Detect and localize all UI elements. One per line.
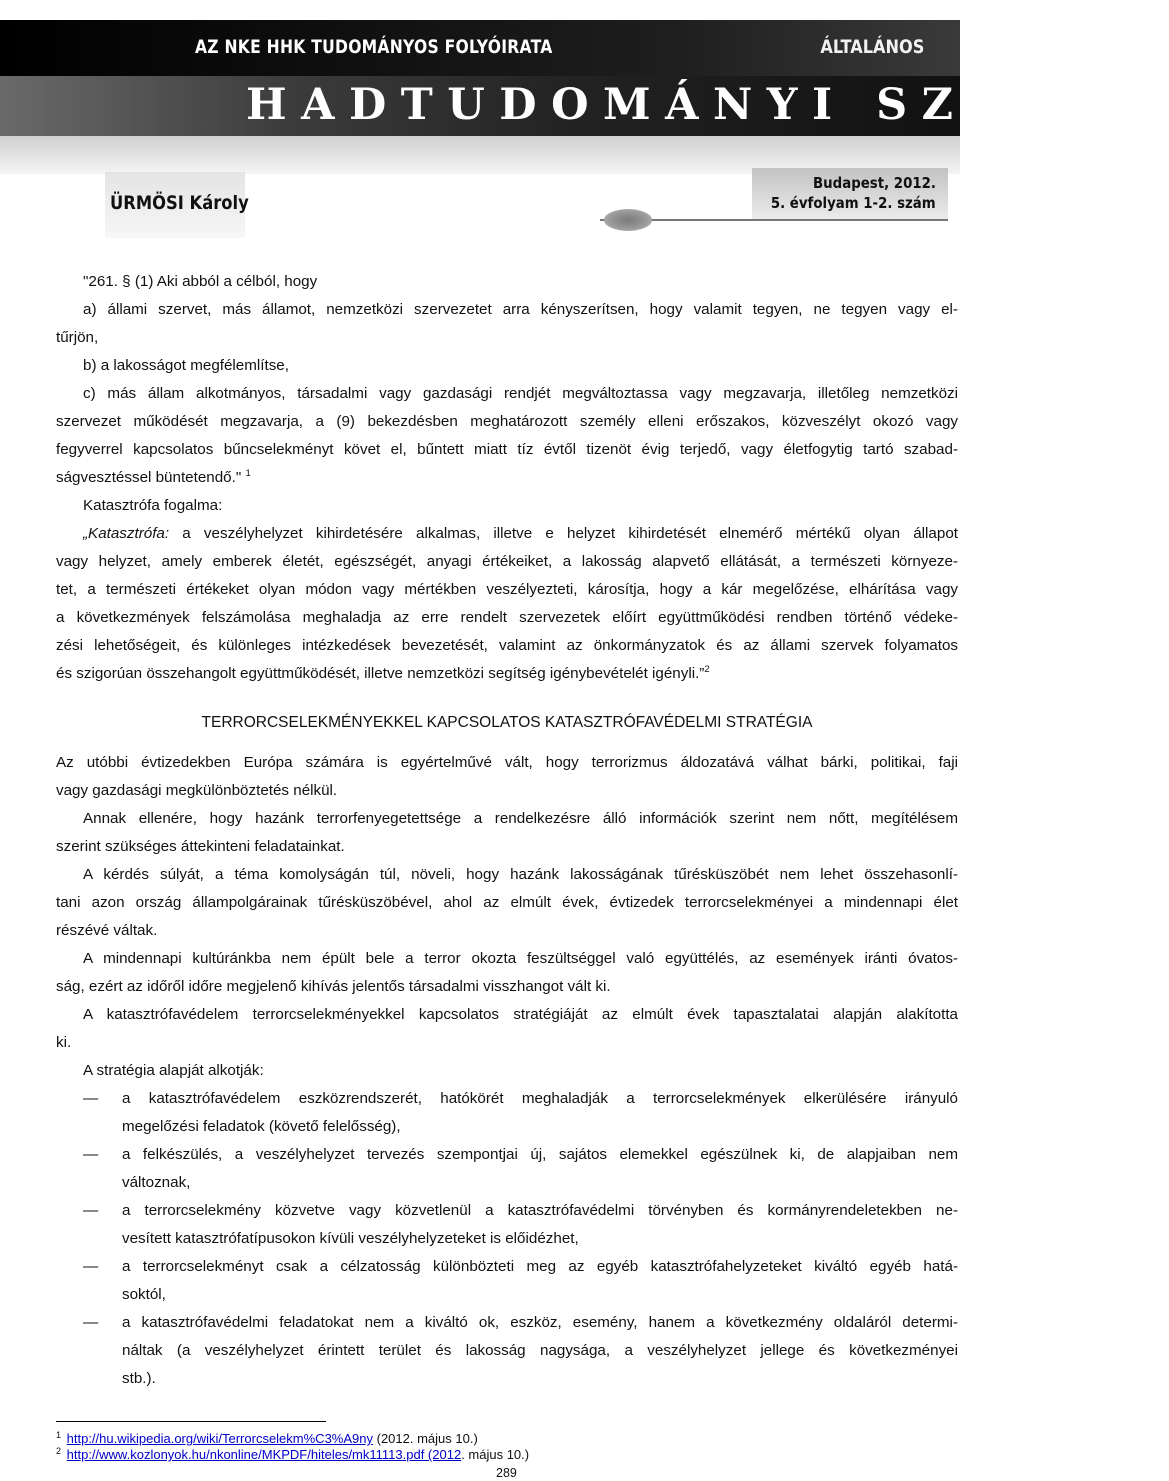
paragraph-line: ki.	[56, 1034, 72, 1051]
list-item-continuation: vesített katasztrófatípusokon kívüli veszélyhelyzeteket is előidézhet,	[122, 1230, 579, 1247]
quote-line: "261. § (1) Aki abból a célból, hogy	[83, 273, 318, 290]
definition-text: a veszélyhelyzet kihirdetésére alkalmas, illetve e helyzet kihirdetését elnemérő mértékű olyan állapot	[169, 525, 958, 542]
list-item-continuation: náltak (a veszélyhelyzet érintett terület és lakosság nagysága, a veszélyhelyzet jellege és következményei	[122, 1342, 958, 1359]
list-item-text: a terrorcselekményt csak a célzatosság különbözteti meg az egyéb katasztrófahelyzeteket kiváltó egyéb hatá-	[122, 1258, 958, 1275]
footnote-ref-1[interactable]: 1	[245, 467, 251, 479]
footnote-link[interactable]: http://www.kozlonyok.hu/nkonline/MKPDF/hiteles/mk11113.pdf (2012	[66, 1447, 462, 1462]
publication-issue: 5. évfolyam 1-2. szám	[771, 194, 936, 212]
definition-line: a következmények felszámolása meghaladja az erre rendelt szervezetek előírt együttműködési rendben történő védeke-	[56, 609, 958, 626]
quote-line: a) állami szervet, más államot, nemzetközi szervezetet arra kényszerítsen, hogy valamit tegyen, ne tegyen vagy el-	[83, 301, 958, 318]
section-label: ÁLTALÁNOS	[819, 36, 924, 58]
quote-line	[56, 469, 958, 487]
list-item-continuation: megelőzési feladatok (követő felelősség),	[122, 1118, 401, 1135]
definition-heading: Katasztrófa fogalma:	[83, 497, 223, 514]
dash-bullet: —	[83, 1258, 99, 1275]
definition-term: „Katasztrófa:	[83, 525, 170, 542]
definition-line: zési lehetőségeit, és különleges intézkedések bevezetését, valamint az önkormányzatok és az állami szervek folyamatos	[56, 637, 958, 654]
page-number: 289	[496, 1466, 517, 1480]
dash-bullet: —	[83, 1146, 99, 1163]
footnote-date: (2012. május 10.)	[373, 1431, 478, 1446]
list-item-continuation: stb.).	[122, 1370, 156, 1387]
footnote-ref-2[interactable]: 2	[704, 663, 710, 675]
list-item-continuation: változnak,	[122, 1174, 191, 1191]
footnote-separator	[56, 1421, 326, 1422]
quote-line: fegyverrel kapcsolatos bűncselekményt követ el, bűntett miatt tíz évtől tizenöt évig terjedő, vagy életfogytig tartó szabad-	[56, 441, 958, 458]
footnote-number: 2	[56, 1445, 62, 1456]
paragraph-line: vagy gazdasági megkülönböztetés nélkül.	[56, 782, 338, 799]
definition-line	[56, 525, 958, 543]
publication-place-year: Budapest, 2012.	[813, 174, 936, 192]
list-item-text: a felkészülés, a veszélyhelyzet tervezés szempontjai új, sajátos elemekkel egészülnek ki, de alapjaiban nem	[122, 1146, 958, 1163]
header-ellipse-decoration	[604, 209, 652, 231]
header-rule	[600, 219, 948, 221]
footnote-date: . május 10.)	[461, 1447, 530, 1462]
dash-bullet: —	[83, 1314, 99, 1331]
paragraph-line: Annak ellenére, hogy hazánk terrorfenyegetettsége a rendelkezésre álló információk szerint nem nőtt, megítélésem	[83, 810, 958, 827]
quote-line: c) más állam alkotmányos, társadalmi vagy gazdasági rendjét megváltoztassa vagy megzavarja, illetőleg nemzetközi	[83, 385, 958, 402]
list-item-text: a katasztrófavédelem eszközrendszerét, hatókörét meghaladják a terrorcselekmények elkerülésére irányuló	[122, 1090, 958, 1107]
paragraph-line: tani azon ország állampolgárainak tűrésküszöbével, ahol az elmúlt évek, évtizedek terrorcselekményei a mindennapi élet	[56, 894, 958, 911]
dash-bullet: —	[83, 1090, 99, 1107]
quote-line: b) a lakosságot megfélemlítse,	[83, 357, 289, 374]
footnote-2	[56, 1445, 530, 1462]
paragraph-line: ság, ezért az időről időre megjelenő kihívás jelentős társadalmi visszhangot vált ki.	[56, 978, 611, 995]
journal-title: HADTUDOMÁNYI SZEMLE	[246, 80, 1169, 130]
footnote-1	[56, 1429, 478, 1446]
definition-line: tet, a természeti értékeket olyan módon vagy mértékben veszélyezteti, károsítja, hogy a kár megelőzése, elhárítása vagy	[56, 581, 958, 598]
journal-header	[0, 0, 1169, 245]
definition-text: és szigorúan összehangolt együttműködését, illetve nemzetközi segítség igénybevételét igényli.”	[56, 665, 705, 682]
paragraph-line: A kérdés súlyát, a téma komolyságán túl, növeli, hogy hazánk lakosságának tűrésküszöbét nem lehet összehasonlí-	[83, 866, 958, 883]
quote-line: szervezet működését megzavarja, a (9) bekezdésben meghatározott személy elleni erőszakos, közveszélyt okozó vagy	[56, 413, 958, 430]
dash-bullet: —	[83, 1202, 99, 1219]
section-title: TERRORCSELEKMÉNYEKKEL KAPCSOLATOS KATASZTRÓFAVÉDELMI STRATÉGIA	[201, 714, 813, 731]
list-item-continuation: soktól,	[122, 1286, 166, 1303]
paragraph-line: A katasztrófavédelem terrorcselekményekkel kapcsolatos stratégiáját az elmúlt évek tapasztalatai alapján alakította	[83, 1006, 958, 1023]
footnote-link[interactable]: http://hu.wikipedia.org/wiki/Terrorcselekm%C3%A9ny	[66, 1431, 373, 1446]
paragraph-line: szerint szükséges áttekinteni feladatainkat.	[56, 838, 345, 855]
list-item-text: a terrorcselekmény közvetve vagy közvetlenül a katasztrófavédelmi törvényben és kormányrendeletekben ne-	[122, 1202, 958, 1219]
quote-line: tűrjön,	[56, 329, 99, 346]
author-name: ÜRMÖSI Károly	[110, 192, 249, 214]
footnote-number: 1	[56, 1429, 62, 1440]
paragraph-line: Az utóbbi évtizedekben Európa számára is egyértelművé vált, hogy terrorizmus áldozatává válhat bárki, politikai, faji	[56, 754, 958, 771]
quote-text: ságvesztéssel büntetendő."	[56, 469, 242, 486]
definition-line: vagy helyzet, amely emberek életét, egészségét, anyagi értékeiket, a lakosság alapvető ellátását, a természeti környeze-	[56, 553, 958, 570]
definition-line	[56, 665, 958, 683]
list-intro: A stratégia alapját alkotják:	[83, 1062, 264, 1079]
paragraph-line: részévé váltak.	[56, 922, 158, 939]
list-item-text: a katasztrófavédelmi feladatokat nem a kiváltó ok, eszköz, esemény, hanem a következmény oldaláról determi-	[122, 1314, 958, 1331]
paragraph-line: A mindennapi kultúránkba nem épült bele a terror okozta feszültséggel való együttélés, az események iránti óvatos-	[83, 950, 958, 967]
journal-subtitle: AZ NKE HHK TUDOMÁNYOS FOLYÓIRATA	[195, 36, 553, 58]
